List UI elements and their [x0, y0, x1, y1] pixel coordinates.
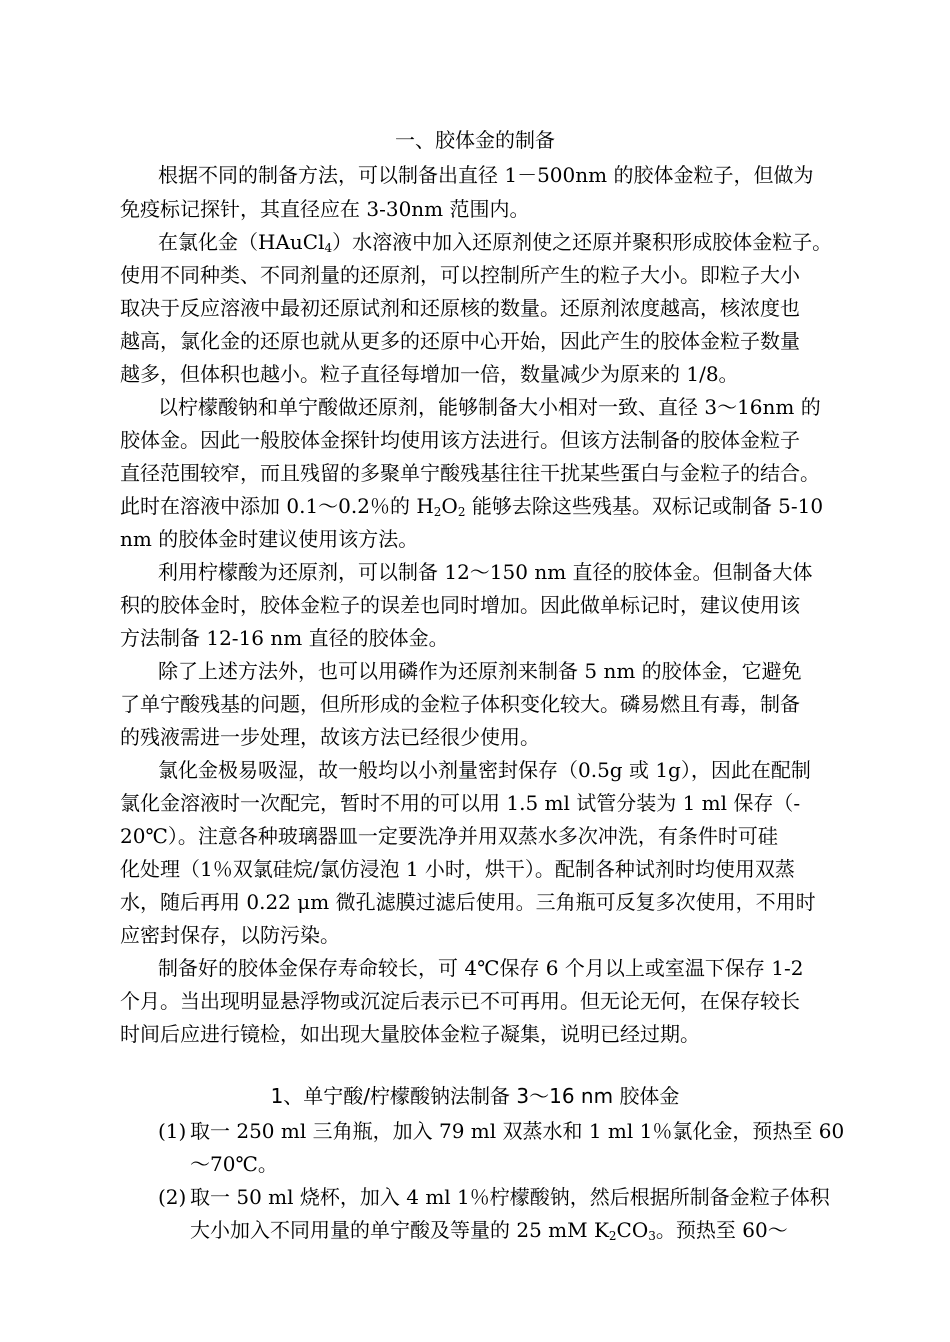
paragraph-6-line-3: 20℃）。注意各种玻璃器皿一定要洗净并用双蒸水多次冲洗，有条件时可硅 [120, 824, 778, 848]
paragraph-7-line-3: 时间后应进行镜检，如出现大量胶体金粒子凝集，说明已经过期。 [120, 1022, 700, 1046]
paragraph-6-line-1: 氯化金极易吸湿，故一般均以小剂量密封保存（0.5g 或 1g），因此在配制 [158, 758, 811, 782]
paragraph-6-line-4: 化处理（1％双氯硅烷/氯仿浸泡 1 小时，烘干）。配制各种试剂时均使用双蒸 [120, 857, 795, 881]
step-1-number: (1) [158, 1119, 187, 1143]
paragraph-2-line-5: 越多，但体积也越小。粒子直径每增加一倍，数量减少为原来的 1/8。 [120, 362, 739, 386]
paragraph-4-line-1: 利用柠檬酸为还原剂，可以制备 12～150 nm 直径的胶体金。但制备大体 [158, 560, 813, 584]
step-2-line-2: 大小加入不同用量的单宁酸及等量的 25 mM $K_2CO_3$。预热至 60～ [190, 1218, 788, 1243]
step-2-number: (2) [158, 1185, 187, 1209]
paragraph-7-line-2: 个月。当出现明显悬浮物或沉淀后表示已不可再用。但无论无何，在保存较长 [120, 989, 800, 1013]
paragraph-1-line-1: 根据不同的制备方法，可以制备出直径 1－500nm 的胶体金粒子，但做为 [158, 163, 814, 187]
section-title: 一、胶体金的制备 [395, 128, 555, 152]
paragraph-5-line-1: 除了上述方法外，也可以用磷作为还原剂来制备 5 nm 的胶体金，它避免 [158, 659, 802, 683]
paragraph-2-line-4: 越高，氯化金的还原也就从更多的还原中心开始，因此产生的胶体金粒子数量 [120, 329, 800, 353]
paragraph-3-line-2: 胶体金。因此一般胶体金探针均使用该方法进行。但该方法制备的胶体金粒子 [120, 428, 800, 452]
paragraph-4-line-2: 积的胶体金时，胶体金粒子的误差也同时增加。因此做单标记时，建议使用该 [120, 593, 800, 617]
paragraph-7-line-1: 制备好的胶体金保存寿命较长，可 4℃保存 6 个月以上或室温下保存 1-2 [158, 956, 804, 980]
paragraph-6-line-6: 应密封保存，以防污染。 [120, 923, 340, 947]
paragraph-5-line-3: 的残液需进一步处理，故该方法已经很少使用。 [120, 725, 540, 749]
paragraph-3-line-1: 以柠檬酸钠和单宁酸做还原剂，能够制备大小相对一致、直径 3～16nm 的 [158, 395, 821, 419]
paragraph-1-line-2: 免疫标记探针，其直径应在 3-30nm 范围内。 [120, 197, 530, 221]
subsection-title: 1、单宁酸/柠檬酸钠法制备 3～16 nm 胶体金 [270, 1084, 680, 1108]
paragraph-5-line-2: 了单宁酸残基的问题，但所形成的金粒子体积变化较大。磷易燃且有毒，制备 [120, 692, 800, 716]
paragraph-2-line-1: 在氯化金（HAuCl$_4$）水溶液中加入还原剂使之还原并聚积形成胶体金粒子。 [158, 230, 833, 255]
step-1-line-2: ～70℃。 [190, 1152, 278, 1176]
paragraph-6-line-5: 水，随后再用 0.22 μm 微孔滤膜过滤后使用。三角瓶可反复多次使用，不用时 [120, 890, 816, 914]
paragraph-2-line-3: 取决于反应溶液中最初还原试剂和还原核的数量。还原剂浓度越高，核浓度也 [120, 296, 800, 320]
paragraph-3-line-5: nm 的胶体金时建议使用该方法。 [120, 527, 419, 551]
step-1-line-1: 取一 250 ml 三角瓶，加入 79 ml 双蒸水和 1 ml 1％氯化金，预热至 60 [190, 1119, 845, 1143]
paragraph-3-line-3: 直径范围较窄，而且残留的多聚单宁酸残基往往干扰某些蛋白与金粒子的结合。 [120, 461, 820, 485]
step-2-line-1: 取一 50 ml 烧杯，加入 4 ml 1％柠檬酸钠，然后根据所制备金粒子体积 [190, 1185, 830, 1209]
paragraph-2-line-2: 使用不同种类、不同剂量的还原剂，可以控制所产生的粒子大小。即粒子大小 [120, 263, 800, 287]
paragraph-4-line-3: 方法制备 12-16 nm 直径的胶体金。 [120, 626, 449, 650]
paragraph-3-line-4: 此时在溶液中添加 0.1～0.2％的 $H_2O_2$ 能够去除这些残基。双标记或制备 5-10 [120, 494, 824, 519]
paragraph-6-line-2: 氯化金溶液时一次配完，暂时不用的可以用 1.5 ml 试管分装为 1 ml 保存（- [120, 791, 801, 815]
